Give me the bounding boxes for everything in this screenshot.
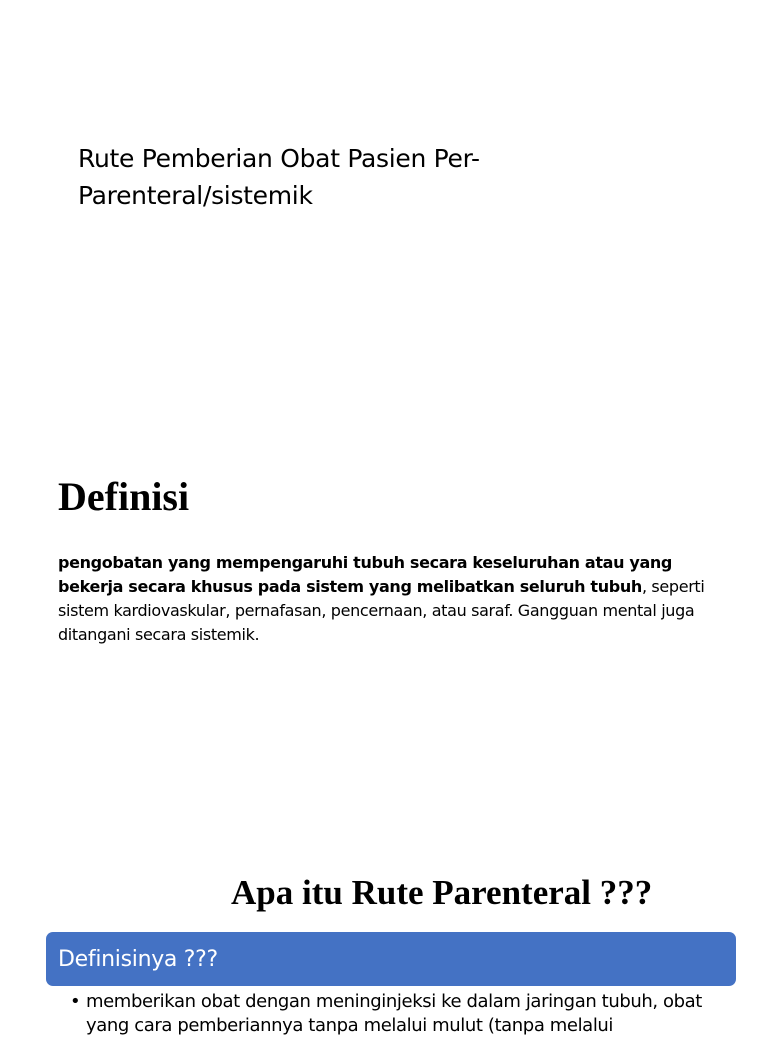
bullet-marker: •: [70, 991, 81, 1012]
slide-title-line-2: Parenteral/sistemik: [78, 181, 313, 210]
bullet-item: [70, 990, 730, 1038]
slide-title-line-1: Rute Pemberian Obat Pasien Per-: [78, 144, 480, 173]
definisinya-label: Definisinya ???: [58, 946, 218, 972]
apa-itu-heading: Apa itu Rute Parenteral ???: [231, 873, 653, 912]
definisi-bold-text: pengobatan yang mempengaruhi tubuh secara keseluruhan atau yang bekerja secara khusus pada sistem yang melibatkan seluruh tubuh: [58, 553, 673, 596]
definisi-heading: Definisi: [58, 474, 190, 519]
slide-title: [78, 140, 698, 214]
bullet-text: memberikan obat dengan meninginjeksi ke dalam jaringan tubuh, obat yang cara pemberiannya tanpa melalui mulut (tanpa melalui: [86, 991, 702, 1036]
definisi-paragraph: [58, 551, 738, 647]
bullet-list: [70, 990, 730, 1038]
definisi-normal-text: , seperti sistem kardiovaskular, pernafasan, pencernaan, atau saraf. Gangguan mental juga ditangani secara sistemik.: [58, 577, 705, 644]
definisinya-bar: [46, 932, 736, 986]
